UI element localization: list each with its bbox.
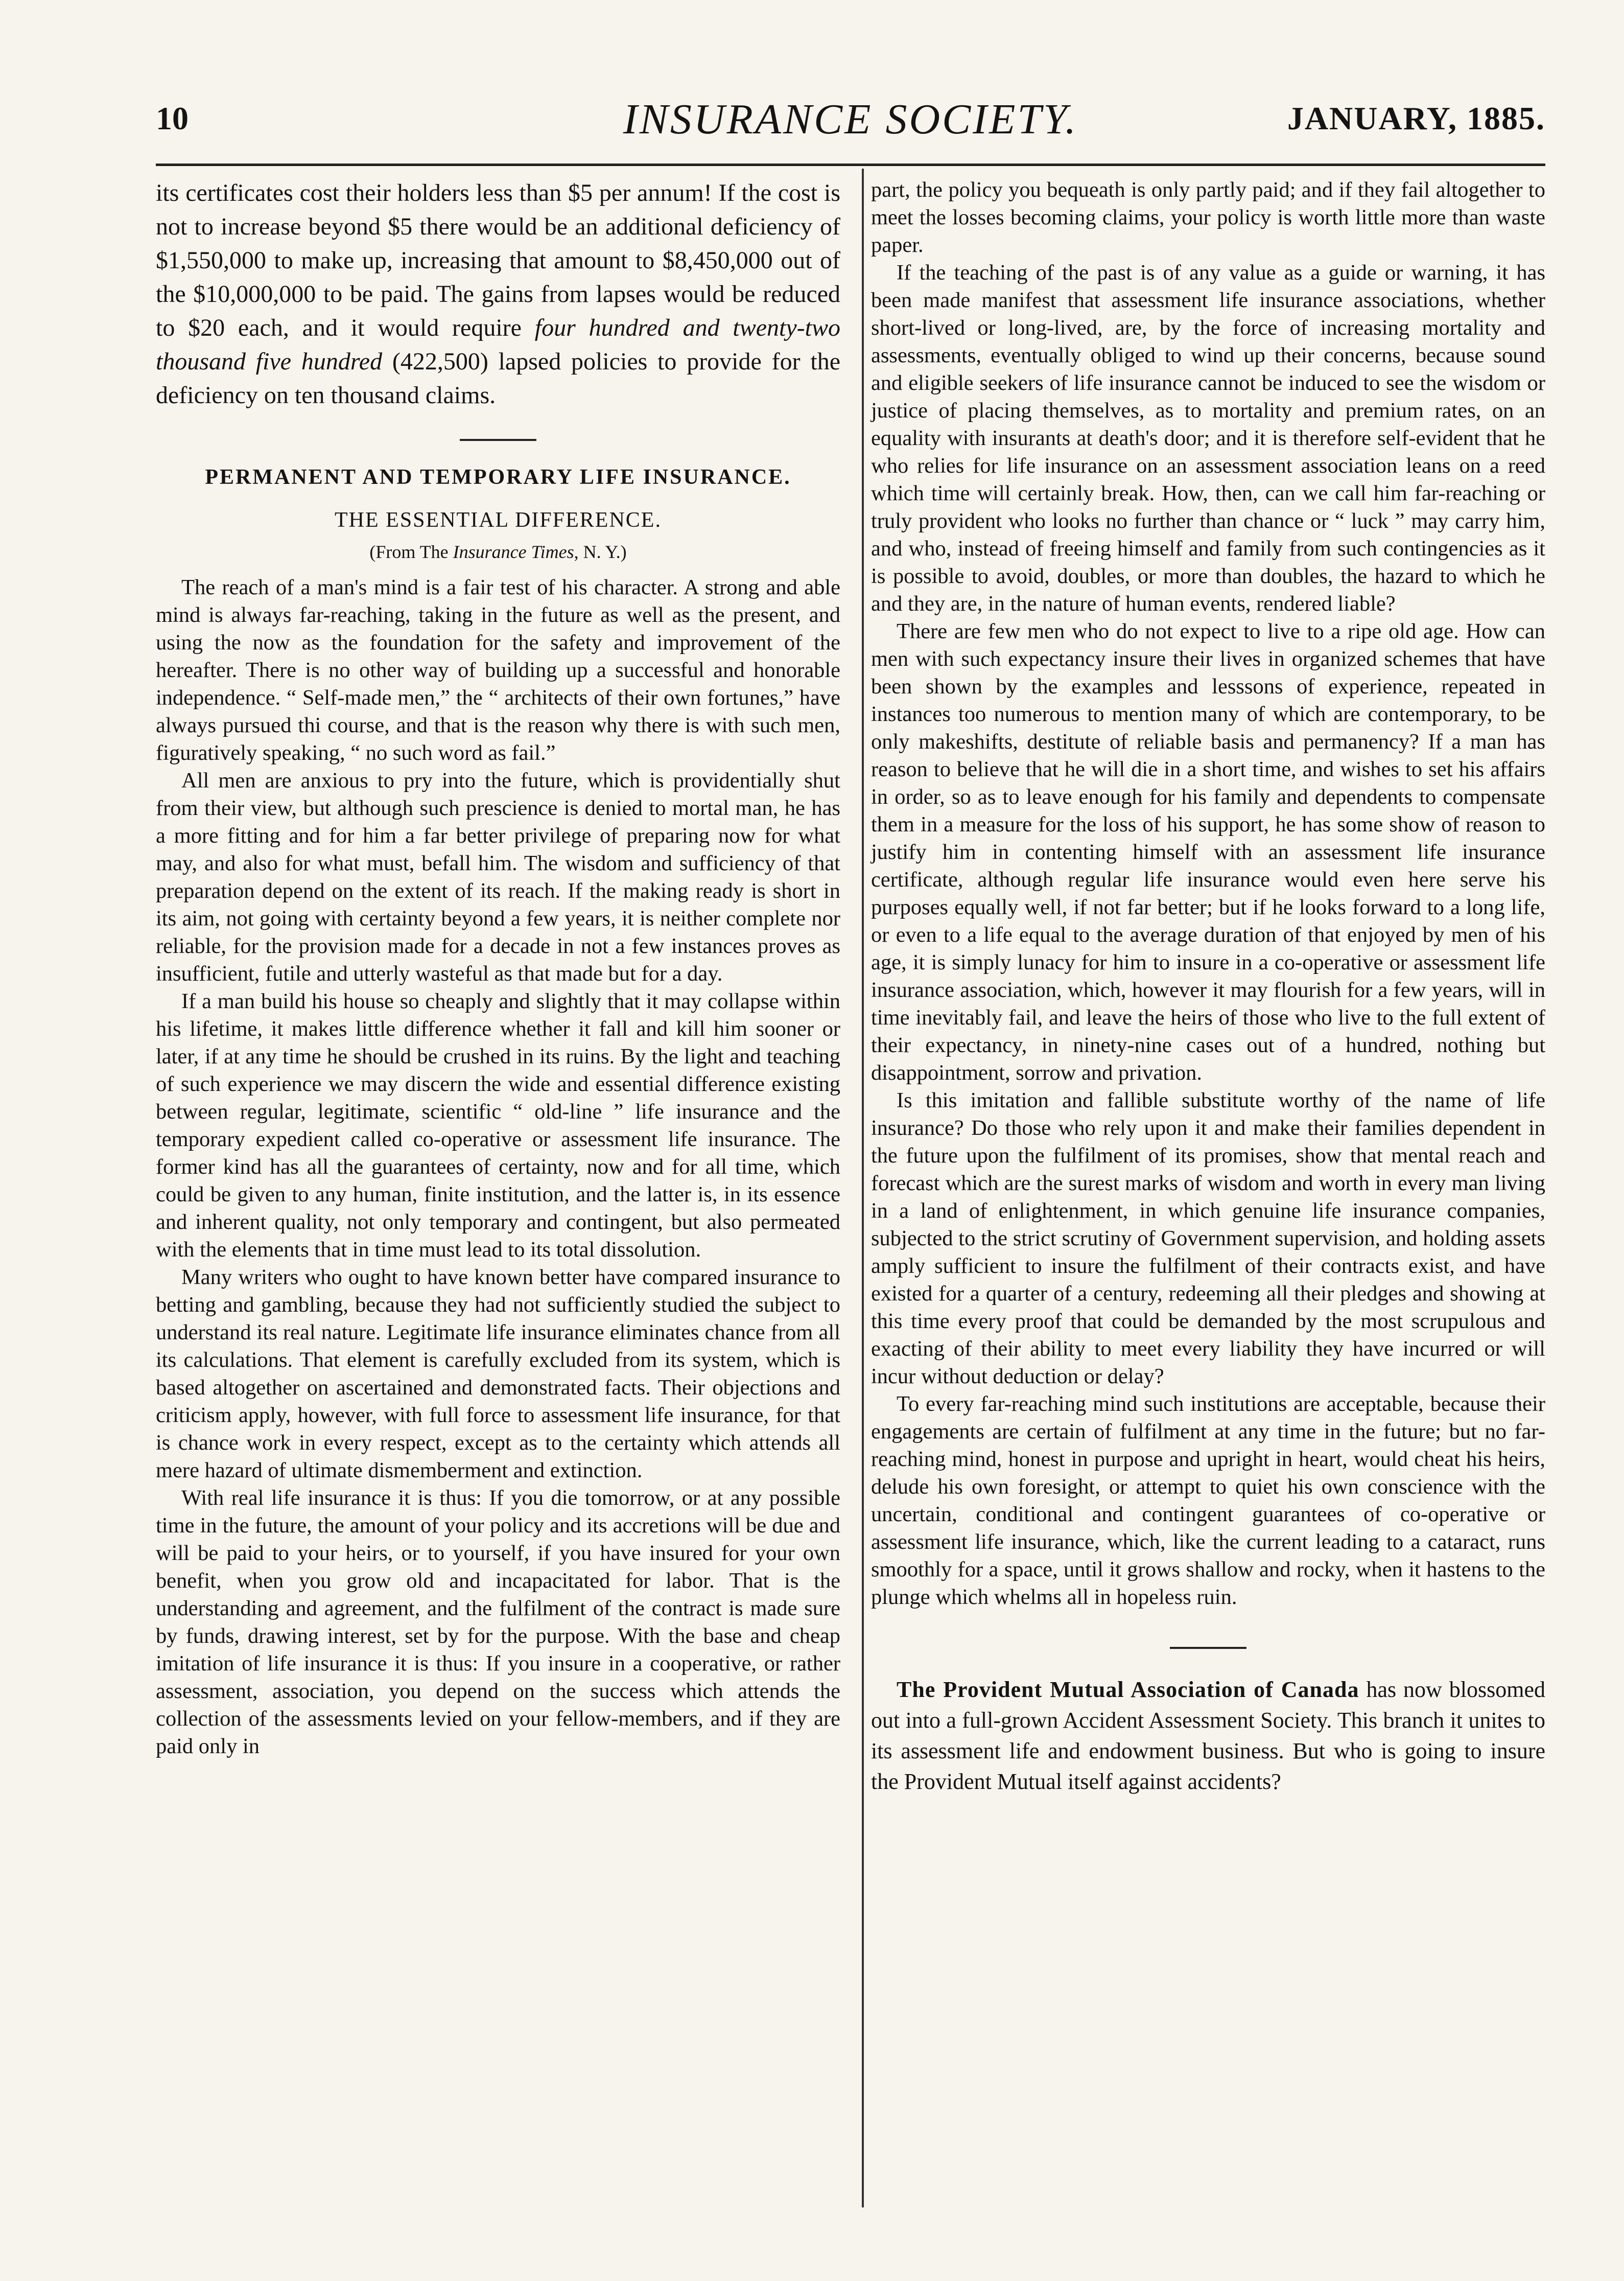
article-subheading: THE ESSENTIAL DIFFERENCE. [335, 508, 662, 532]
article-paragraph: If the teaching of the past is of any value as a guide or warning, it has been made manifest that assessment life insurance associations, whether short-lived or long-lived, are, by the force of increasing mortality and assessments, eventually obliged to wind up their concerns, because sound and eligible seekers of life insurance cannot be induced to see the wisdom or justice of placing themselves, as to mortality and premium rates, on an equality with insurants at death's door; and it is therefore self-evident that he who relies for life insurance on an assessment association leans on a reed which time will certainly break. How, then, can we call him far-reaching or truly provident who looks no further than chance or “ luck ” may carry him, and who, instead of freeing himself and family from such contingencies as it is possible to avoid, doubles, or more than doubles, the hazard to which he and they are, in the nature of human events, rendered liable? [871, 261, 1545, 616]
article-paragraph: Many writers who ought to have known better have compared insurance to betting and gambling, because they had not sufficiently studied the subject to understand its real nature. Legitimate life insurance eliminates chance from all its calculations. That element is carefully excluded from its system, which is based altogether on ascertained and demonstrated facts. Their objections and criticism apply, however, with full force to assessment life insurance, for that is chance work in every respect, except as to the certainty which attends all mere hazard of ultimate dismemberment and extinction. [156, 1265, 840, 1482]
continued-emphasis: four hundred and twenty-two thousand five hundred [156, 314, 841, 375]
news-note [871, 1674, 1545, 1797]
article-paragraph: There are few men who do not expect to live to a ripe old age. How can men with such expectancy insure their lives in organized schemes that have been shown by the examples and lesssons of experience, repeated in instances too numerous to mention many of which are contemporary, to be only makeshifts, destitute of reliable basis and permanency? If a man has reason to believe that he will die in a short time, and wishes to set his affairs in order, so as to leave enough for his family and dependents to compensate them in a measure for the loss of his support, he has some show of reason to justify him in contenting himself with an assessment life insurance certificate, although regular life insurance would even here serve his purposes equally well, if not far better; but if he looks forward to a long life, or even to a life equal to the average duration of that enjoyed by men of his age, it is simply lunacy for him to insure in a co-operative or assessment life insurance association, which, however it may flourish for a few years, will in time inevitably fail, and leave the heirs of those who live to the full extent of their expectancy, in ninety-nine cases out of a hundred, nothing but disappointment, sorrow and privation. [871, 619, 1545, 1085]
article-paragraph: The reach of a man's mind is a fair test of his character. A strong and able mind is always far-reaching, taking in the future as well as the present, and using the now as the foundation for the safety and improvement of the hereafter. There is no other way of building up a successful and honorable independence. “ Self-made men,” the “ architects of their own fortunes,” have always pursued thi course, and that is the reason why there is with such men, figuratively speaking, “ no such word as fail.” [156, 575, 840, 765]
article-heading: PERMANENT AND TEMPORARY LIFE INSURANCE. [205, 465, 791, 489]
article-paragraph: part, the policy you bequeath is only partly paid; and if they fail altogether to meet the losses becoming claims, your policy is worth little more than waste paper. [871, 178, 1545, 257]
article-paragraph: Is this imitation and fallible substitute worthy of the name of life insurance? Do those who rely upon it and make their families dependent in the future upon the fulfilment of its promises, show that mental reach and forecast which are the surest marks of wisdom and worth in every man living in a land of enlightenment, in which genuine life insurance companies, subjected to the strict scrutiny of Government supervision, and holding assets amply sufficient to insure the fulfilment of their contracts exist, and have existed for a quarter of a century, redeeming all their pledges and showing at this time every proof that could be demanded by the most scrupulous and exacting of their ability to meet every liability they have incurred or will incur without deduction or delay? [871, 1088, 1545, 1388]
continued-text-part1: its certificates cost their holders less than $5 per annum! If the cost is not to increase beyond $5 there would be an additional deficiency of $1,550,000 to make up, increasing that amount to $8,450,000 out of the $10,000,000 to be paid. The gains from lapses would be reduced to $20 each, and it would require [156, 179, 840, 341]
source-suffix: , N. Y.) [574, 542, 627, 562]
journal-title: INSURANCE SOCIETY. [623, 96, 1078, 143]
page-number: 10 [156, 100, 189, 136]
issue-date: JANUARY, 1885. [1287, 100, 1545, 136]
source-publication: Insurance Times [453, 542, 574, 562]
continued-text-part2: (422,500) lapsed policies to provide for the deficiency on ten thousand claims. [156, 348, 840, 409]
source-prefix: (From The [369, 542, 453, 562]
article-paragraph: To every far-reaching mind such institutions are acceptable, because their engagements are certain of fulfilment at any time in the future; but no far-reaching mind, honest in purpose and upright in heart, would cheat his heirs, delude his own foresight, or attempt to quiet his own conscience with the uncertain, conditional and contingent guarantees of co-operative or assessment life insurance, which, like the current leading to a cataract, runs smoothly for a space, until it grows shallow and rocky, when it hastens to the plunge which whelms all in hopeless ruin. [871, 1392, 1545, 1609]
section-separator [460, 439, 536, 441]
page-header [156, 89, 1545, 146]
header-rule [156, 164, 1545, 166]
news-note-lead: The Provident Mutual Association of Canada [897, 1677, 1359, 1702]
left-column [156, 176, 840, 1760]
article-source [156, 538, 840, 566]
right-column [871, 176, 1545, 1797]
news-note-text: has now blossomed out into a full-grown Accident Assessment Society. This branch it unites to its assessment life and endowment business. But who is going to insure the Provident Mutual itself against accidents? [871, 1677, 1545, 1794]
article-paragraph: With real life insurance it is thus: If you die tomorrow, or at any possible time in the future, the amount of your policy and its accretions will be due and will be paid to your heirs, or to yourself, if you have insured for your own benefit, when you grow old and incapacitated for labor. That is the understanding and agreement, and the fulfilment of the contract is made sure by funds, drawing interest, set by for the purpose. With the base and cheap imitation of life insurance it is thus: If you insure in a cooperative, or rather assessment, association, you depend on the success which attends the collection of the assessments levied on your fellow-members, and if they are paid only in [156, 1486, 840, 1758]
column-divider [862, 169, 864, 2207]
article-paragraph: If a man build his house so cheaply and slightly that it may collapse within his lifetime, it makes little difference whether it fall and kill him sooner or later, if at any time he should be crushed in its ruins. By the light and teaching of such experience we may discern the wide and essential difference existing between regular, legitimate, scientific “ old-line ” life insurance and the temporary expedient called co-operative or assessment life insurance. The former kind has all the guarantees of certainty, now and for all time, which could be given to any human, finite institution, and the latter is, in its essence and inherent quality, not only temporary and contingent, but also permeated with the elements that in time must lead to its total dissolution. [156, 989, 840, 1262]
section-separator [1170, 1647, 1246, 1649]
continued-paragraph [156, 176, 840, 412]
article-paragraph: All men are anxious to pry into the future, which is providentially shut from their view, but although such prescience is denied to mortal man, he has a more fitting and for him a far better privilege of preparing now for what may, and also for what must, befall him. The wisdom and sufficiency of that preparation depend on the extent of its reach. If the making ready is short in its aim, not going with certainty beyond a few years, it is neither complete nor reliable, for the provision made for a decade in not a few instances proves as insufficient, futile and utterly wasteful as that made but for a day. [156, 769, 840, 986]
